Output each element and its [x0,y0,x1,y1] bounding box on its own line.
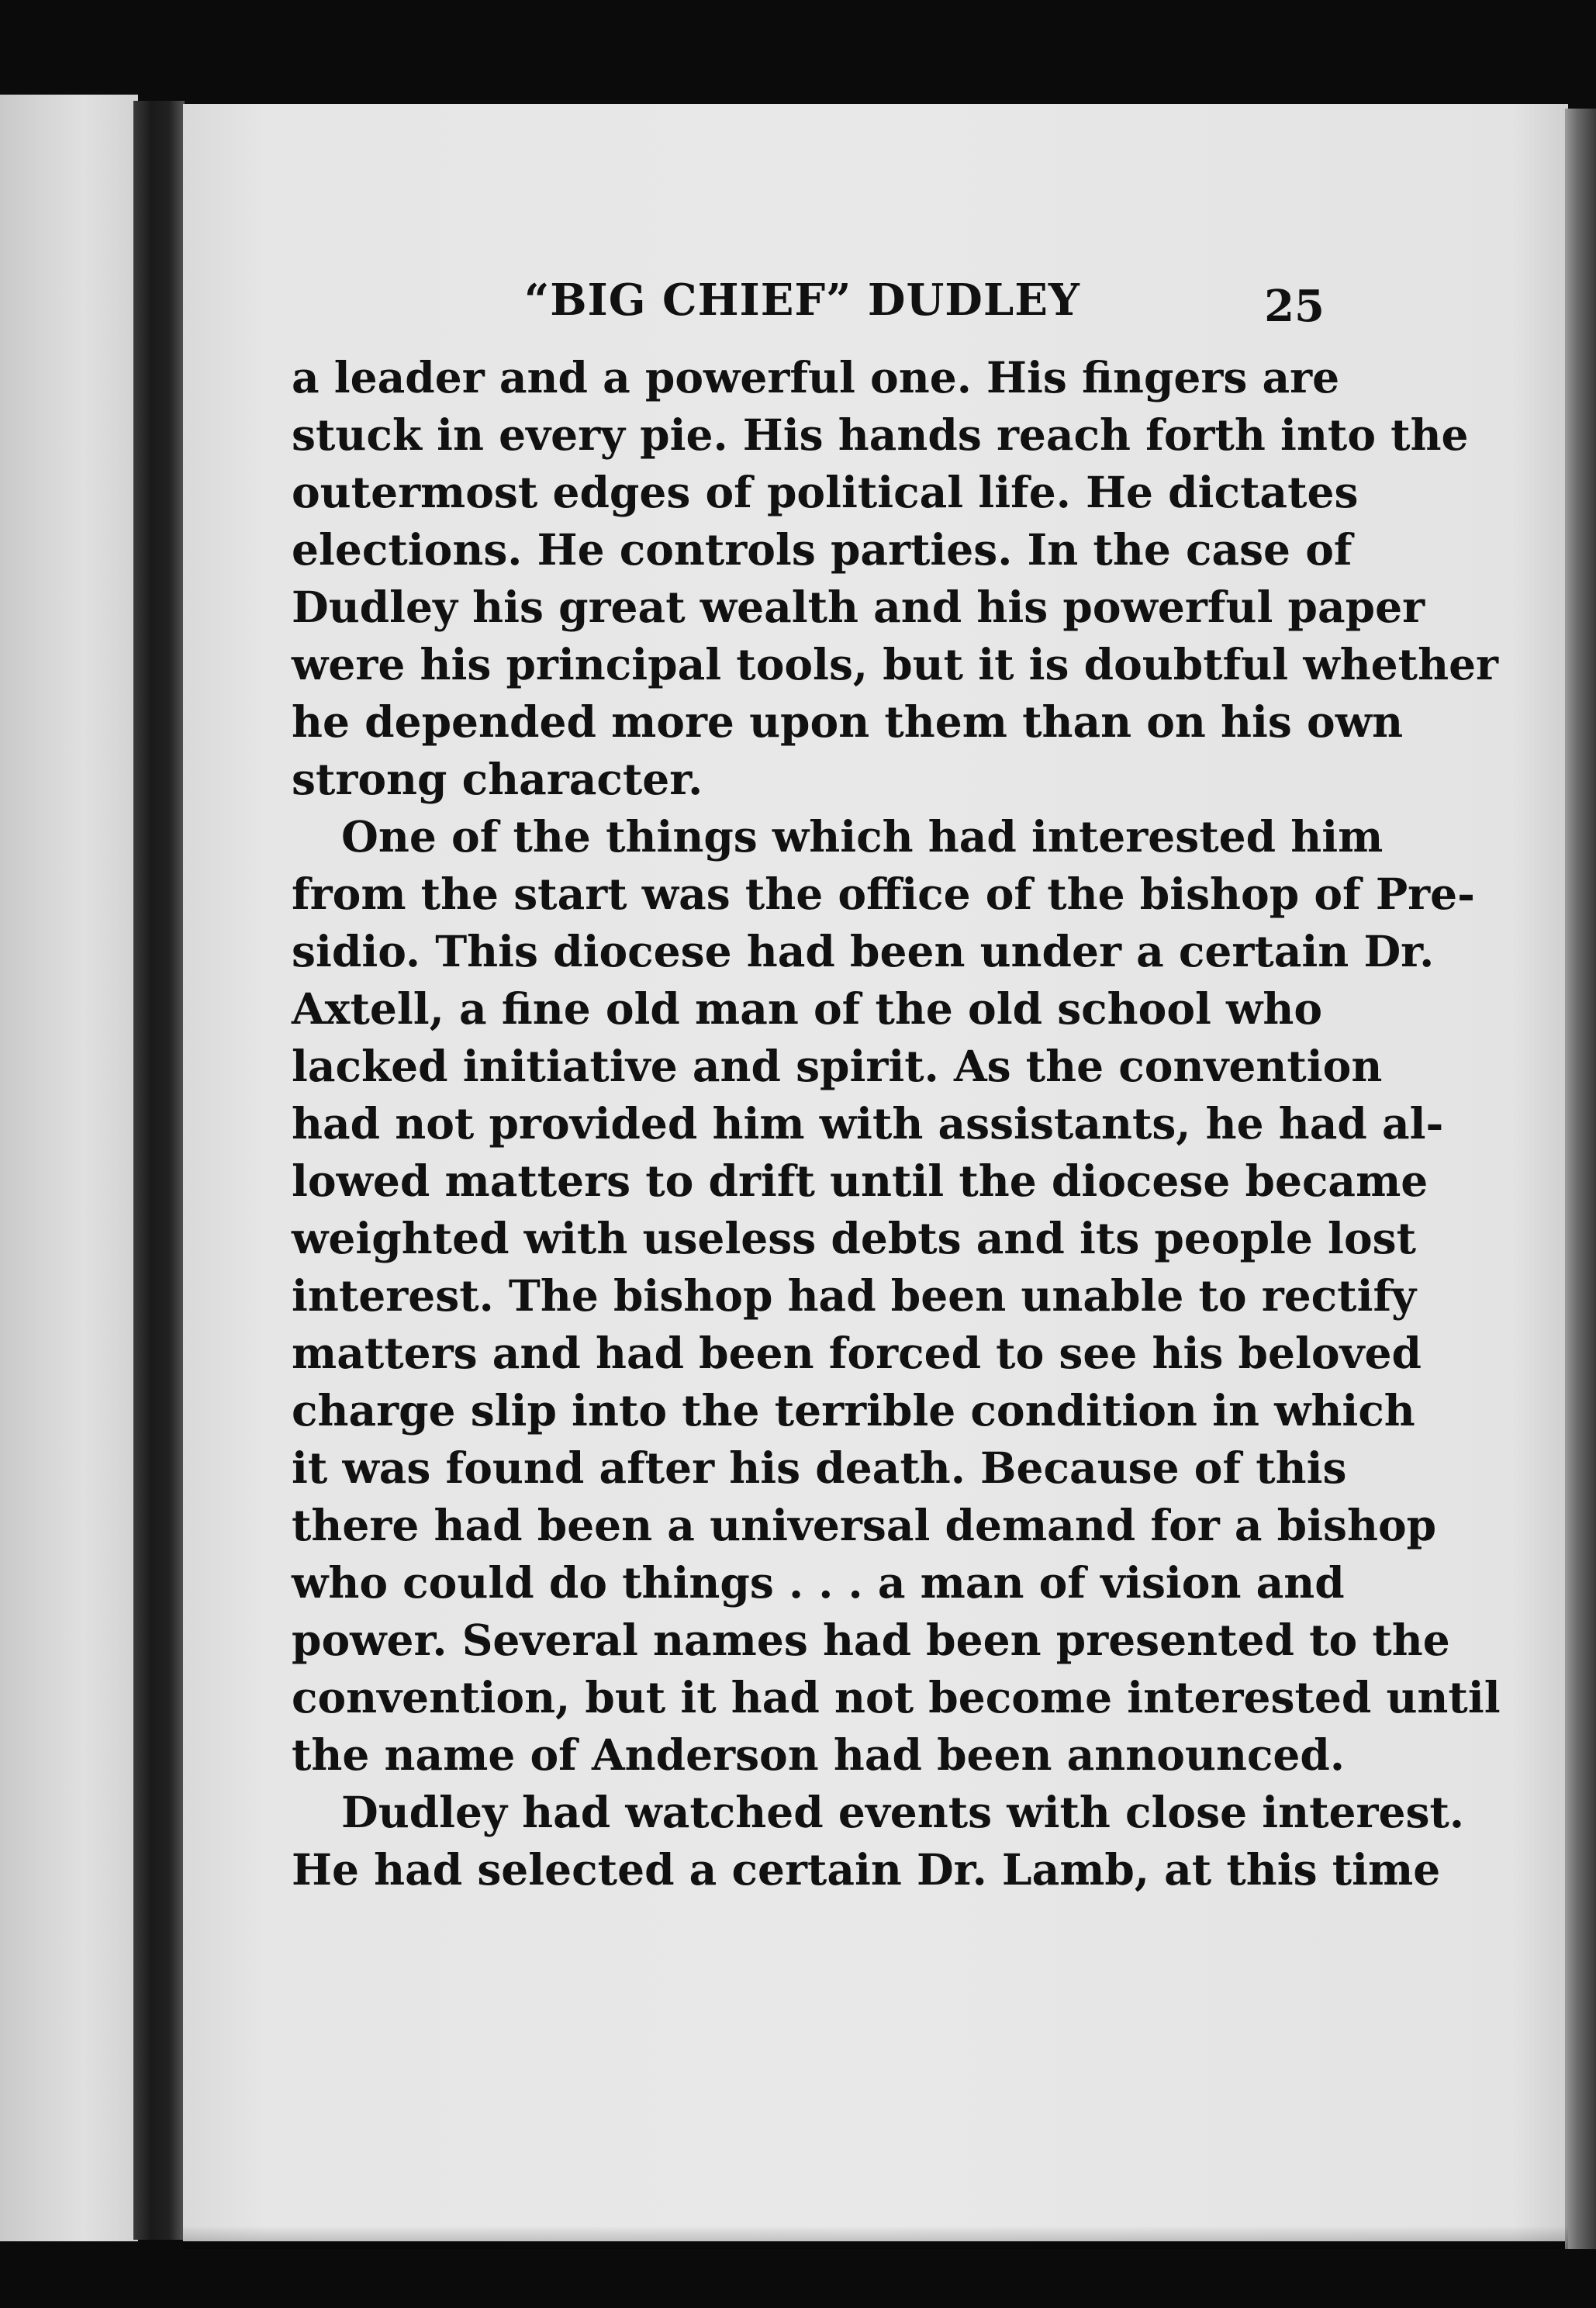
text-line: stuck in every pie. His hands reach forth into the [292,409,1469,460]
text-line: He had selected a certain Dr. Lamb, at this time [292,1844,1441,1895]
text-line: outermost edges of political life. He dictates [292,467,1359,517]
text-line: power. Several names had been presented to the [292,1615,1450,1665]
running-head-title: “BIG CHIEF” DUDLEY [524,275,1080,326]
text-line: it was found after his death. Because of this [292,1442,1347,1493]
running-head [292,264,1325,349]
left-page-edge [0,95,138,2241]
text-line: lowed matters to drift until the diocese became [292,1156,1428,1206]
bottom-shadow [183,2226,1568,2249]
text-line: a leader and a powerful one. His fingers are [292,352,1340,403]
text-line: there had been a universal demand for a bishop [292,1500,1437,1550]
text-line: Dudley had watched events with close interest. [341,1787,1464,1837]
paragraph-2 [292,808,1501,1784]
text-line: had not provided him with assistants, he had al- [292,1098,1444,1149]
page-text [292,264,1501,1899]
text-line: he depended more upon them than on his own [292,696,1404,747]
page-edge-shadow [1565,109,1596,2249]
paragraph-1 [292,349,1499,808]
text-line: strong character. [292,754,703,804]
text-line: were his principal tools, but it is doubtful whether [292,639,1499,689]
text-line: Axtell, a fine old man of the old school who [292,983,1323,1034]
text-line: from the start was the office of the bishop of Pre- [292,869,1475,919]
text-line: convention, but it had not become interested until [292,1672,1501,1722]
text-line: One of the things which had interested him [341,811,1384,862]
text-line: the name of Anderson had been announced. [292,1729,1346,1780]
text-line: charge slip into the terrible condition in which [292,1385,1415,1436]
text-line: matters and had been forced to see his beloved [292,1328,1422,1378]
text-line: Dudley his great wealth and his powerful paper [292,582,1425,632]
text-line: weighted with useless debts and its people lost [292,1213,1417,1263]
book-gutter [133,101,185,2240]
text-line: sidio. This diocese had been under a certain Dr. [292,926,1435,976]
text-line: who could do things . . . a man of vision and [292,1557,1345,1608]
text-line: interest. The bishop had been unable to rectify [292,1270,1417,1321]
text-line: elections. He controls parties. In the case of [292,524,1352,575]
page-number: 25 [1264,281,1325,332]
text-line: lacked initiative and spirit. As the convention [292,1041,1383,1091]
paragraph-3 [292,1784,1464,1899]
